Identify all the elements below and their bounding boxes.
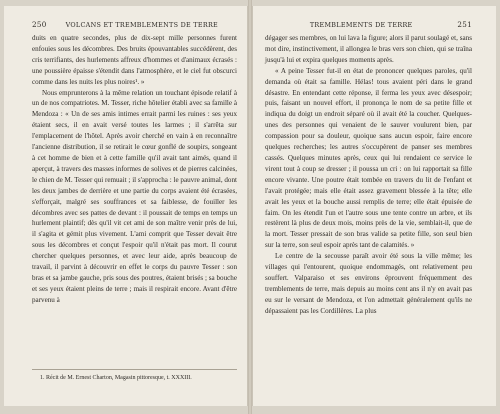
right-body-text (265, 33, 472, 317)
paragraph: Le centre de la secousse paraît avoir été sous la ville même; les villages qui l'entourent, quoique endommagés, ont relativement peu souffert. Valparaiso et ses environs éprouvent fréquemment des tremblements de terre, mais depuis au moins cent ans il n'y en avait pas eu sur le versant de Mendoza, et l'on admettait généralement qu'ils ne dépassaient pas les Cordillères. La plus (265, 252, 472, 315)
paragraph: Nous emprunterons à la même relation un touchant épisode relatif à un de nos compatriotes. M. Tesser, riche hôtelier établi avec sa famille à Mendoza : « Un de ses amis intimes errait parmi les ruines : ses yeux étaient secs, il en avait versé toutes les larmes ; il s'arrêta sur l'emplacement de l'hôtel. Après avoir cherché en vain à en reconnaître l'ancienne distribution, il se retirait le cœur gonflé de soupirs, songeant à cet homme de bien et à cette famille qu'il avait tant aimés, quand il aperçut, à travers des masses informes de solives et de pierres calcinées, le chien de M. Tesser qui remuait ; il s'approcha : le pauvre animal, dont les deux jambes de derrière et une partie du corps avaient été écrasées, s'efforçait, malgré ses souffrances et sa faiblesse, de fouiller les décombres avec ses pattes de devant : il poussait de temps en temps un hurlement plaintif; dès qu'il vit cet ami de son maître venir près de lui, il s'agita et gémit plus vivement. L'ami comprit que Tesser devait être sous les décombres et conçut l'espoir qu'il n'était pas mort. Il courut chercher quelques personnes, et avec leur aide, après beaucoup de travail, il parvint à découvrir en effet le corps du pauvre Tesser : son bras et sa jambe gauche, pris sous des poutres, étaient brisés ; sa bouche et ses yeux étaient pleins de terre ; mais il respirait encore. Avant d'être parvenu à (32, 88, 237, 304)
right-running-head: TREMBLEMENTS DE TERRE (309, 21, 413, 29)
left-page (4, 6, 248, 406)
right-page-number: 251 (457, 20, 472, 29)
footnote: 1. Récit de M. Ernest Charton, Magasin pittoresque, t. XXXIII. (32, 369, 237, 382)
left-page-number: 250 (32, 20, 47, 29)
left-body-text (32, 33, 237, 306)
paragraph: duits en quatre secondes, plus de dix-sept mille personnes furent enfouies sous les décombres. Des bruits épouvantables succédèrent, des cris terrifiants, des hurlements affreux d'hommes et d'animaux écrasés : une poussière épaisse s'étendit dans l'atmosphère, et le ciel fut obscurci comme dans les nuits les plus noires¹. » (32, 34, 237, 86)
left-running-header (32, 20, 237, 29)
paragraph: « A peine Tesser fut-il en état de prononcer quelques paroles, qu'il demanda où était sa famille. Hélas! tous avaient péri dans le grand désastre. En entendant cette réponse, il ferma les yeux avec désespoir; puis, faisant un nouvel effort, il prononça le nom de sa petite fille et indiqua du doigt un endroit séparé où il avait été la coucher. Quelques-unes des personnes qui venaient de le sauver voulurent bien, par compassion pour sa douleur, quoique sans aucun espoir, faire encore quelques recherches; les autres s'occupèrent de panser ses membres cassés. Quelques minutes après, ceux qui lui rendaient ce service le virent tout à coup se dresser ; il poussa un cri : on lui rapportait sa fille encore vivante. Une poutre était tombée en travers du lit de l'enfant et l'avait protégée; mais elle était assez gravement blessée à la tête; elle avait les yeux et la bouche aussi remplis de terre; elle était épuisée de faim. On les étendit l'un et l'autre sous une tente contre un arbre, et ils restèrent là plus de deux mois, moins près de la vie, semblait-il, que de la mort. Tesser pressait de son bras valide sa petite fille, son seul bien sur la terre, son seul espoir après tant de calamités. » (265, 66, 472, 250)
left-running-head: VOLCANS ET TREMBLEMENTS DE TERRE (65, 21, 219, 29)
right-running-header (265, 20, 472, 29)
right-page (252, 6, 496, 406)
paragraph: dégager ses membres, on lui lava la figure; alors il parut soulagé et, sans mot dire, instinctivement, il allongea le bras vers son chien, qui se traîna jusqu'à lui et expira quelques moments après. (265, 34, 472, 64)
